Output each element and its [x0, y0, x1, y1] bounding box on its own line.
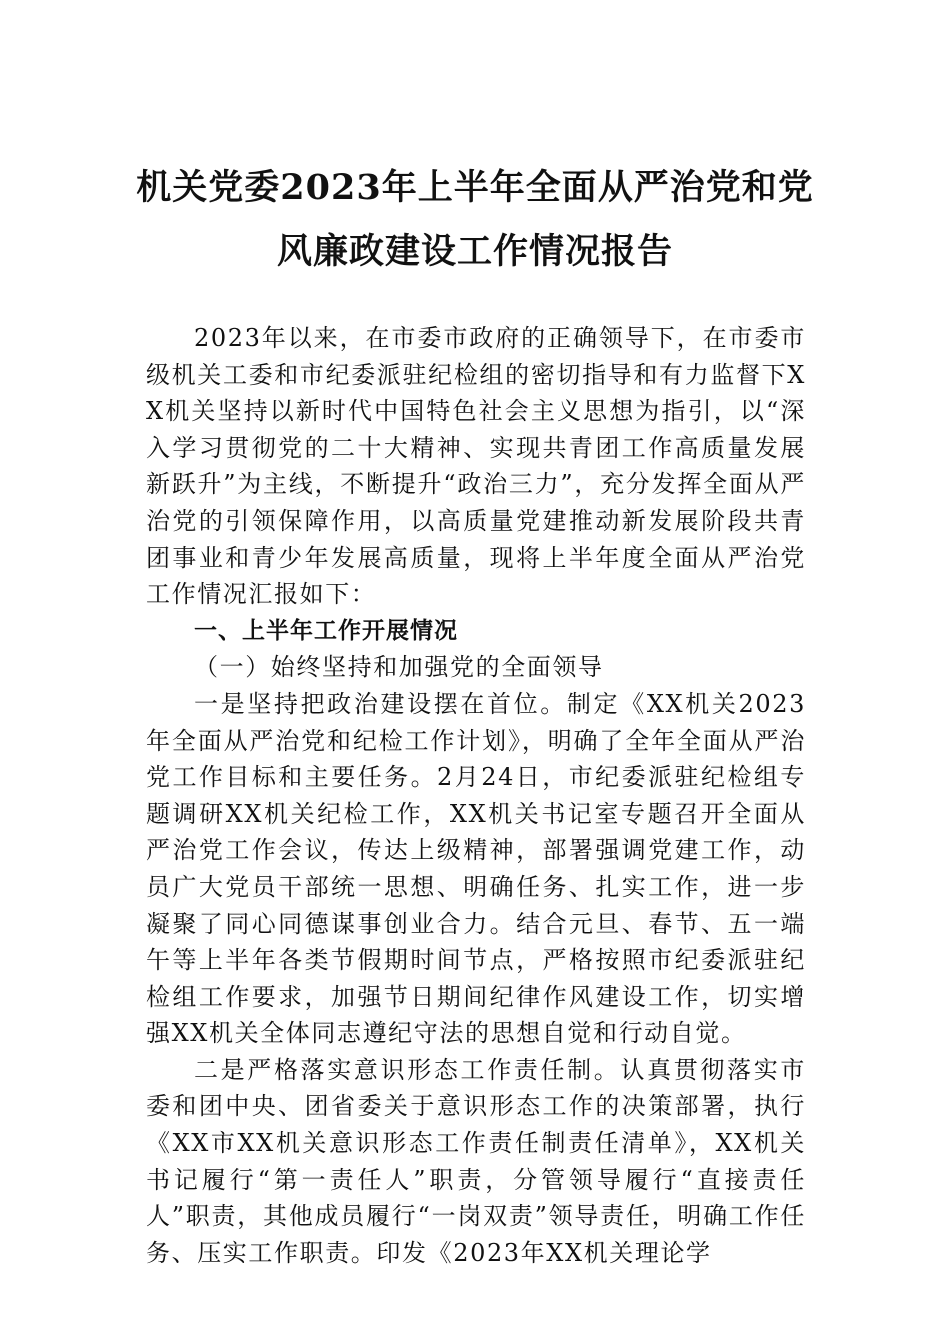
subsection-heading-1: （一）始终坚持和加强党的全面领导: [194, 653, 604, 682]
intro-paragraph: 2023年以来，在市委市政府的正确领导下，在市委市级机关工委和市纪委派驻纪检组的密切指导和有力监督下XX机关坚持以新时代中国特色社会主义思想为指引，以“深入学习贯彻党的二十大精神、实现共青团工作高质量发展新跃升”为主线，不断提升“政治三力”，充分发挥全面从严治党的引领保障作用，以高质量党建推动新发展阶段共青团事业和青少年发展高质量，现将上半年度全面从严治党工作情况汇报如下：: [146, 324, 806, 609]
document-title-line-1: 机关党委2023年上半年全面从严治党和党: [136, 167, 814, 208]
document-title-line-2: 风廉政建设工作情况报告: [276, 231, 673, 272]
body-paragraph-2: 二是严格落实意识形态工作责任制。认真贯彻落实市委和团中央、团省委关于意识形态工作的决策部署，执行《XX市XX机关意识形态工作责任制责任清单》，XX机关书记履行“第一责任人”职责，分管领导履行“直接责任人”职责，其他成员履行“一岗双责”领导责任，明确工作任务、压实工作职责。印发《2023年XX机关理论学: [146, 1055, 806, 1267]
body-paragraph-1: 一是坚持把政治建设摆在首位。制定《XX机关2023年全面从严治党和纪检工作计划》，明确了全年全面从严治党工作目标和主要任务。2月24日，市纪委派驻纪检组专题调研XX机关纪检工作，XX机关书记室专题召开全面从严治党工作会议，传达上级精神，部署强调党建工作，动员广大党员干部统一思想、明确任务、扎实工作，进一步凝聚了同心同德谋事创业合力。结合元旦、春节、五一端午等上半年各类节假期时间节点，严格按照市纪委派驻纪检组工作要求，加强节日期间纪律作风建设工作，切实增强XX机关全体同志遵纪守法的思想自觉和行动自觉。: [146, 689, 806, 1048]
section-heading-1: 一、上半年工作开展情况: [194, 617, 458, 644]
document-body: [146, 320, 806, 1271]
